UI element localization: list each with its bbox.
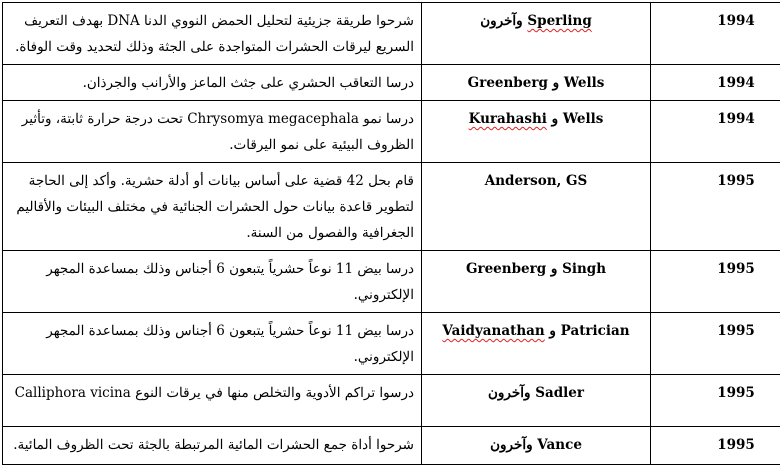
author-name-flagged: Kurahashi [468,111,547,127]
table-row [3,375,780,427]
studies-table [2,2,780,465]
authors-cell [422,313,651,375]
author-text: Greenberg [467,75,548,91]
table-row [3,427,780,465]
authors-cell [422,163,651,251]
description-cell: درسوا تراكم الأدوية والتخلص منها في يرقات النوع Calliphora vicina [3,375,422,427]
author-text: Wells و [547,75,605,91]
table-row [3,3,780,65]
description-cell: درسا نمو Chrysomya megacephala تحت درجة حرارة ثابتة، وتأثير الظروف البيئية على نمو اليرقات. [3,101,422,163]
author-name-flagged: Sperling [527,13,592,29]
table-row [3,65,780,101]
authors-cell [422,3,651,65]
description-cell: درسا التعاقب الحشري على جثث الماعز والأرانب والجرذان. [3,65,422,101]
authors-cell [422,251,651,313]
year-cell: 1995 [651,313,780,375]
year-cell: 1995 [651,251,780,313]
year-cell: 1994 [651,3,780,65]
author-text: Greenberg [465,261,547,277]
year-cell: 1995 [651,375,780,427]
description-cell: شرحوا طريقة جزيئية لتحليل الحمض النووي الدنا DNA بهدف التعريف السريع ليرقات الحشرات المتواجدة على الجثة وذلك لتحديد وقت الوفاة. [3,3,422,65]
authors-cell [422,101,651,163]
author-text: Sadler وآخرون [488,385,584,401]
table-row [3,163,780,251]
year-cell: 1994 [651,65,780,101]
year-cell: 1995 [651,427,780,465]
table-row [3,313,780,375]
description-cell: قام بحل 42 قضية على أساس بيانات أو أدلة حشرية. وأكد إلى الحاجة لتطوير قاعدة بيانات حول الحشرات الجنائية في مختلف البيئات والأقاليم الجغرافية والفصول من السنة. [3,163,422,251]
authors-cell [422,65,651,101]
authors-cell [422,375,651,427]
author-text: Wells و [546,111,604,127]
table-row [3,101,780,163]
description-cell: درسا بيض 11 نوعاً حشرياً يتبعون 6 أجناس وذلك بمساعدة المجهر الإلكتروني. [3,313,422,375]
author-name-flagged: Vaidyanathan [442,323,545,339]
author-text: Patrician و [544,323,630,339]
description-cell: شرحوا أداة جمع الحشرات المائية المرتبطة بالجثة تحت الظروف المائية. [3,427,422,465]
author-text: Vance وآخرون [490,437,582,453]
year-cell: 1994 [651,101,780,163]
author-text: Singh و [546,261,607,277]
table-row [3,251,780,313]
author-text: وآخرون [480,13,528,29]
authors-cell [422,427,651,465]
description-cell: درسا بيض 11 نوعاً حشرياً يتبعون 6 أجناس وذلك بمساعدة المجهر الإلكتروني. [3,251,422,313]
author-text: Anderson, GS [484,173,588,189]
year-cell: 1995 [651,163,780,251]
